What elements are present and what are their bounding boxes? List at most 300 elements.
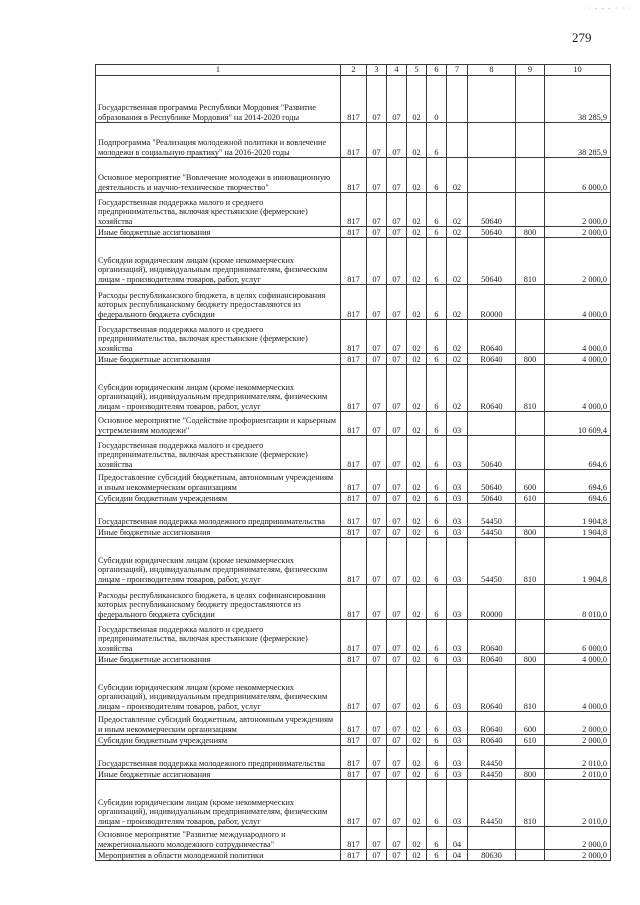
- amount-cell: 2 000,0: [545, 712, 611, 735]
- grbs-code-cell: 817: [341, 193, 367, 227]
- expense-type-cell: [516, 320, 545, 354]
- section-code-cell: 07: [367, 412, 387, 436]
- direction-code-cell: 54450: [468, 527, 516, 538]
- row-name-cell: Иные бюджетные ассигнования: [96, 527, 341, 538]
- activity-code-cell: 02: [447, 285, 468, 320]
- section-code-cell: 07: [367, 780, 387, 827]
- row-name-cell: Основное мероприятие "Вовлечение молодежи в инновационную деятельность и научно-техническое творчество": [96, 158, 341, 193]
- section-code-cell: 07: [367, 193, 387, 227]
- table-row: [96, 227, 611, 238]
- section-code-cell: 07: [367, 123, 387, 158]
- header-cell: 9: [516, 65, 545, 76]
- grbs-code-cell: 817: [341, 620, 367, 654]
- program-code-cell: 02: [407, 193, 427, 227]
- subsection-code-cell: 07: [387, 827, 407, 850]
- expense-type-cell: 810: [516, 238, 545, 285]
- grbs-code-cell: 817: [341, 850, 367, 861]
- header-cell: 2: [341, 65, 367, 76]
- activity-code-cell: 02: [447, 354, 468, 365]
- section-code-cell: 07: [367, 470, 387, 493]
- program-code-cell: 02: [407, 527, 427, 538]
- table-row: [96, 158, 611, 193]
- activity-code-cell: 03: [447, 527, 468, 538]
- program-code-cell: 02: [407, 412, 427, 436]
- program-code-cell: 02: [407, 504, 427, 527]
- subsection-code-cell: 07: [387, 769, 407, 780]
- subprogram-code-cell: 6: [427, 665, 447, 712]
- table-row: [96, 665, 611, 712]
- row-name-cell: Мероприятия в области молодежной политики: [96, 850, 341, 861]
- header-cell: 7: [447, 65, 468, 76]
- expense-type-cell: [516, 412, 545, 436]
- grbs-code-cell: 817: [341, 493, 367, 504]
- activity-code-cell: [447, 76, 468, 123]
- subsection-code-cell: 07: [387, 620, 407, 654]
- subsection-code-cell: 07: [387, 735, 407, 746]
- row-name-cell: Государственная поддержка молодежного предпринимательства: [96, 746, 341, 769]
- expense-type-cell: [516, 158, 545, 193]
- row-name-cell: Подпрограмма "Реализация молодежной политики и вовлечение молодежи в социальную практику" на 2016-2020 годы: [96, 123, 341, 158]
- activity-code-cell: 02: [447, 158, 468, 193]
- header-cell: 4: [387, 65, 407, 76]
- row-name-cell: Субсидии юридическим лицам (кроме некоммерческих организаций), индивидуальным предпринимателям, физическим лицам - производителям товаров, работ, услуг: [96, 665, 341, 712]
- subprogram-code-cell: 6: [427, 193, 447, 227]
- direction-code-cell: R0640: [468, 735, 516, 746]
- expense-type-cell: [516, 585, 545, 620]
- direction-code-cell: R0000: [468, 285, 516, 320]
- table-row: [96, 712, 611, 735]
- subprogram-code-cell: 6: [427, 746, 447, 769]
- subsection-code-cell: 07: [387, 412, 407, 436]
- section-code-cell: 07: [367, 365, 387, 412]
- grbs-code-cell: 817: [341, 354, 367, 365]
- program-code-cell: 02: [407, 620, 427, 654]
- row-name-cell: Государственная поддержка малого и среднего предпринимательства, включая крестьянские (фермерские) хозяйства: [96, 436, 341, 470]
- activity-code-cell: 03: [447, 735, 468, 746]
- direction-code-cell: R4450: [468, 780, 516, 827]
- grbs-code-cell: 817: [341, 76, 367, 123]
- expense-type-cell: 600: [516, 470, 545, 493]
- program-code-cell: 02: [407, 227, 427, 238]
- subsection-code-cell: 07: [387, 527, 407, 538]
- amount-cell: 2 010,0: [545, 780, 611, 827]
- row-name-cell: Субсидии юридическим лицам (кроме некоммерческих организаций), индивидуальным предпринимателям, физическим лицам - производителям товаров, работ, услуг: [96, 538, 341, 585]
- row-name-cell: Субсидии юридическим лицам (кроме некоммерческих организаций), индивидуальным предпринимателям, физическим лицам - производителям товаров, работ, услуг: [96, 238, 341, 285]
- subsection-code-cell: 07: [387, 780, 407, 827]
- row-name-cell: Субсидии юридическим лицам (кроме некоммерческих организаций), индивидуальным предпринимателям, физическим лицам - производителям товаров, работ, услуг: [96, 365, 341, 412]
- section-code-cell: 07: [367, 158, 387, 193]
- program-code-cell: 02: [407, 780, 427, 827]
- grbs-code-cell: 817: [341, 735, 367, 746]
- header-cell: 3: [367, 65, 387, 76]
- direction-code-cell: [468, 158, 516, 193]
- table-row: [96, 436, 611, 470]
- activity-code-cell: 03: [447, 654, 468, 665]
- subprogram-code-cell: 6: [427, 158, 447, 193]
- table-row: [96, 850, 611, 861]
- grbs-code-cell: 817: [341, 527, 367, 538]
- page-number: 279: [572, 30, 592, 45]
- amount-cell: 8 010,0: [545, 585, 611, 620]
- expense-type-cell: 610: [516, 735, 545, 746]
- subsection-code-cell: 07: [387, 504, 407, 527]
- subsection-code-cell: 07: [387, 654, 407, 665]
- grbs-code-cell: 817: [341, 158, 367, 193]
- activity-code-cell: 02: [447, 238, 468, 285]
- grbs-code-cell: 817: [341, 365, 367, 412]
- header-cell: 1: [96, 65, 341, 76]
- grbs-code-cell: 817: [341, 123, 367, 158]
- program-code-cell: 02: [407, 665, 427, 712]
- amount-cell: 6 000,0: [545, 620, 611, 654]
- direction-code-cell: R0000: [468, 585, 516, 620]
- activity-code-cell: 03: [447, 412, 468, 436]
- expense-type-cell: [516, 193, 545, 227]
- program-code-cell: 02: [407, 493, 427, 504]
- row-name-cell: Предоставление субсидий бюджетным, автономным учреждениям и иным некоммерческим организациям: [96, 470, 341, 493]
- row-name-cell: Основное мероприятие "Содействие профориентации и карьерным устремлениям молодежи": [96, 412, 341, 436]
- amount-cell: 4 000,0: [545, 320, 611, 354]
- row-name-cell: Иные бюджетные ассигнования: [96, 354, 341, 365]
- direction-code-cell: 50640: [468, 238, 516, 285]
- table-row: [96, 470, 611, 493]
- subsection-code-cell: 07: [387, 493, 407, 504]
- expense-type-cell: 800: [516, 527, 545, 538]
- row-name-cell: Субсидии юридическим лицам (кроме некоммерческих организаций), индивидуальным предпринимателям, физическим лицам - производителям товаров, работ, услуг: [96, 780, 341, 827]
- program-code-cell: 02: [407, 123, 427, 158]
- subprogram-code-cell: 6: [427, 620, 447, 654]
- subsection-code-cell: 07: [387, 746, 407, 769]
- table-row: [96, 746, 611, 769]
- expense-type-cell: 800: [516, 354, 545, 365]
- section-code-cell: 07: [367, 320, 387, 354]
- amount-cell: 4 000,0: [545, 654, 611, 665]
- program-code-cell: 02: [407, 827, 427, 850]
- amount-cell: 694,6: [545, 470, 611, 493]
- table-row: [96, 735, 611, 746]
- program-code-cell: 02: [407, 585, 427, 620]
- subsection-code-cell: 07: [387, 712, 407, 735]
- row-name-cell: Предоставление субсидий бюджетным, автономным учреждениям и иным некоммерческим организациям: [96, 712, 341, 735]
- activity-code-cell: 03: [447, 493, 468, 504]
- direction-code-cell: 50640: [468, 193, 516, 227]
- program-code-cell: 02: [407, 436, 427, 470]
- subprogram-code-cell: 6: [427, 769, 447, 780]
- amount-cell: 2 000,0: [545, 827, 611, 850]
- subprogram-code-cell: 6: [427, 827, 447, 850]
- activity-code-cell: 03: [447, 769, 468, 780]
- program-code-cell: 02: [407, 735, 427, 746]
- table-row: [96, 585, 611, 620]
- table-row: [96, 620, 611, 654]
- direction-code-cell: 54450: [468, 538, 516, 585]
- section-code-cell: 07: [367, 493, 387, 504]
- table-row: [96, 538, 611, 585]
- subprogram-code-cell: 6: [427, 538, 447, 585]
- subsection-code-cell: 07: [387, 193, 407, 227]
- amount-cell: 1 904,8: [545, 504, 611, 527]
- program-code-cell: 02: [407, 238, 427, 285]
- grbs-code-cell: 817: [341, 320, 367, 354]
- table-row: [96, 365, 611, 412]
- activity-code-cell: 03: [447, 712, 468, 735]
- row-name-cell: Государственная поддержка малого и среднего предпринимательства, включая крестьянские (фермерские) хозяйства: [96, 620, 341, 654]
- grbs-code-cell: 817: [341, 504, 367, 527]
- table-row: [96, 238, 611, 285]
- grbs-code-cell: 817: [341, 780, 367, 827]
- amount-cell: 2 010,0: [545, 769, 611, 780]
- expense-type-cell: 810: [516, 665, 545, 712]
- expense-type-cell: [516, 746, 545, 769]
- table-row: [96, 780, 611, 827]
- activity-code-cell: 03: [447, 620, 468, 654]
- subsection-code-cell: 07: [387, 285, 407, 320]
- expense-type-cell: 800: [516, 654, 545, 665]
- subsection-code-cell: 07: [387, 320, 407, 354]
- direction-code-cell: R0640: [468, 365, 516, 412]
- activity-code-cell: 02: [447, 365, 468, 412]
- subprogram-code-cell: 6: [427, 504, 447, 527]
- subprogram-code-cell: 6: [427, 585, 447, 620]
- program-code-cell: 02: [407, 746, 427, 769]
- grbs-code-cell: 817: [341, 238, 367, 285]
- subprogram-code-cell: 6: [427, 123, 447, 158]
- direction-code-cell: R0640: [468, 320, 516, 354]
- activity-code-cell: 02: [447, 320, 468, 354]
- subprogram-code-cell: 6: [427, 712, 447, 735]
- program-code-cell: 02: [407, 538, 427, 585]
- amount-cell: 694,6: [545, 493, 611, 504]
- table-header-row: [96, 65, 611, 76]
- direction-code-cell: [468, 412, 516, 436]
- program-code-cell: 02: [407, 850, 427, 861]
- direction-code-cell: 80630: [468, 850, 516, 861]
- subprogram-code-cell: 6: [427, 285, 447, 320]
- grbs-code-cell: 817: [341, 827, 367, 850]
- activity-code-cell: 04: [447, 827, 468, 850]
- row-name-cell: Иные бюджетные ассигнования: [96, 227, 341, 238]
- subprogram-code-cell: 6: [427, 238, 447, 285]
- direction-code-cell: R0640: [468, 665, 516, 712]
- row-name-cell: Расходы республиканского бюджета, в целях софинансирования которых республиканскому бюджету предоставляются из федерального бюджета субсидии: [96, 285, 341, 320]
- expense-type-cell: [516, 504, 545, 527]
- subsection-code-cell: 07: [387, 354, 407, 365]
- direction-code-cell: [468, 76, 516, 123]
- subsection-code-cell: 07: [387, 158, 407, 193]
- expense-type-cell: 800: [516, 769, 545, 780]
- direction-code-cell: R0640: [468, 712, 516, 735]
- subsection-code-cell: 07: [387, 227, 407, 238]
- expense-type-cell: 810: [516, 780, 545, 827]
- subsection-code-cell: 07: [387, 585, 407, 620]
- subprogram-code-cell: 6: [427, 436, 447, 470]
- subsection-code-cell: 07: [387, 365, 407, 412]
- subsection-code-cell: 07: [387, 850, 407, 861]
- expense-type-cell: 810: [516, 365, 545, 412]
- activity-code-cell: [447, 123, 468, 158]
- amount-cell: 1 904,8: [545, 538, 611, 585]
- subprogram-code-cell: 6: [427, 527, 447, 538]
- table-row: [96, 527, 611, 538]
- amount-cell: 2 000,0: [545, 735, 611, 746]
- amount-cell: 4 000,0: [545, 365, 611, 412]
- direction-code-cell: [468, 123, 516, 158]
- table-row: [96, 354, 611, 365]
- row-name-cell: Основное мероприятие "Развитие международного и межрегионального молодежного сотрудничества": [96, 827, 341, 850]
- header-cell: 8: [468, 65, 516, 76]
- program-code-cell: 02: [407, 354, 427, 365]
- program-code-cell: 02: [407, 769, 427, 780]
- grbs-code-cell: 817: [341, 746, 367, 769]
- row-name-cell: Государственная поддержка малого и среднего предпринимательства, включая крестьянские (фермерские) хозяйства: [96, 193, 341, 227]
- amount-cell: 4 000,0: [545, 285, 611, 320]
- row-name-cell: Государственная программа Республики Мордовия "Развитие образования в Республике Мордовия" на 2014-2020 годы: [96, 76, 341, 123]
- section-code-cell: 07: [367, 712, 387, 735]
- row-name-cell: Субсидии бюджетным учреждениям: [96, 735, 341, 746]
- table-row: [96, 493, 611, 504]
- amount-cell: 10 609,4: [545, 412, 611, 436]
- subprogram-code-cell: 6: [427, 365, 447, 412]
- grbs-code-cell: 817: [341, 769, 367, 780]
- activity-code-cell: 04: [447, 850, 468, 861]
- direction-code-cell: 50640: [468, 470, 516, 493]
- direction-code-cell: [468, 827, 516, 850]
- section-code-cell: 07: [367, 585, 387, 620]
- amount-cell: 694,6: [545, 436, 611, 470]
- budget-table: [95, 64, 611, 861]
- amount-cell: 2 000,0: [545, 193, 611, 227]
- expense-type-cell: [516, 436, 545, 470]
- row-name-cell: Расходы республиканского бюджета, в целях софинансирования которых республиканскому бюджету предоставляются из федерального бюджета субсидии: [96, 585, 341, 620]
- subprogram-code-cell: 6: [427, 227, 447, 238]
- grbs-code-cell: 817: [341, 470, 367, 493]
- direction-code-cell: R0640: [468, 620, 516, 654]
- section-code-cell: 07: [367, 769, 387, 780]
- expense-type-cell: 600: [516, 712, 545, 735]
- activity-code-cell: 03: [447, 436, 468, 470]
- grbs-code-cell: 817: [341, 665, 367, 712]
- direction-code-cell: R0640: [468, 654, 516, 665]
- activity-code-cell: 03: [447, 780, 468, 827]
- row-name-cell: Государственная поддержка малого и среднего предпринимательства, включая крестьянские (фермерские) хозяйства: [96, 320, 341, 354]
- row-name-cell: Иные бюджетные ассигнования: [96, 654, 341, 665]
- activity-code-cell: 02: [447, 193, 468, 227]
- subprogram-code-cell: 6: [427, 654, 447, 665]
- section-code-cell: 07: [367, 76, 387, 123]
- section-code-cell: 07: [367, 735, 387, 746]
- grbs-code-cell: 817: [341, 285, 367, 320]
- grbs-code-cell: 817: [341, 712, 367, 735]
- header-cell: 5: [407, 65, 427, 76]
- table-row: [96, 76, 611, 123]
- section-code-cell: 07: [367, 827, 387, 850]
- expense-type-cell: [516, 827, 545, 850]
- direction-code-cell: 50640: [468, 493, 516, 504]
- subsection-code-cell: 07: [387, 470, 407, 493]
- section-code-cell: 07: [367, 746, 387, 769]
- table-row: [96, 504, 611, 527]
- subsection-code-cell: 07: [387, 238, 407, 285]
- header-cell: 6: [427, 65, 447, 76]
- expense-type-cell: 610: [516, 493, 545, 504]
- program-code-cell: 02: [407, 158, 427, 193]
- expense-type-cell: 800: [516, 227, 545, 238]
- program-code-cell: 02: [407, 285, 427, 320]
- section-code-cell: 07: [367, 504, 387, 527]
- grbs-code-cell: 817: [341, 654, 367, 665]
- section-code-cell: 07: [367, 227, 387, 238]
- subprogram-code-cell: 6: [427, 735, 447, 746]
- subprogram-code-cell: 6: [427, 470, 447, 493]
- amount-cell: 4 000,0: [545, 354, 611, 365]
- program-code-cell: 02: [407, 712, 427, 735]
- expense-type-cell: 810: [516, 538, 545, 585]
- subsection-code-cell: 07: [387, 436, 407, 470]
- subprogram-code-cell: 6: [427, 412, 447, 436]
- amount-cell: 2 010,0: [545, 746, 611, 769]
- activity-code-cell: 03: [447, 504, 468, 527]
- direction-code-cell: R4450: [468, 769, 516, 780]
- section-code-cell: 07: [367, 850, 387, 861]
- direction-code-cell: 54450: [468, 504, 516, 527]
- program-code-cell: 02: [407, 76, 427, 123]
- table-row: [96, 769, 611, 780]
- amount-cell: 38 285,9: [545, 123, 611, 158]
- grbs-code-cell: 817: [341, 585, 367, 620]
- activity-code-cell: 03: [447, 470, 468, 493]
- program-code-cell: 02: [407, 320, 427, 354]
- amount-cell: 38 285,9: [545, 76, 611, 123]
- subsection-code-cell: 07: [387, 123, 407, 158]
- section-code-cell: 07: [367, 354, 387, 365]
- program-code-cell: 02: [407, 470, 427, 493]
- subprogram-code-cell: 6: [427, 493, 447, 504]
- header-cell: 10: [545, 65, 611, 76]
- section-code-cell: 07: [367, 538, 387, 585]
- program-code-cell: 02: [407, 654, 427, 665]
- direction-code-cell: 50640: [468, 227, 516, 238]
- table-row: [96, 412, 611, 436]
- amount-cell: 2 000,0: [545, 850, 611, 861]
- section-code-cell: 07: [367, 527, 387, 538]
- activity-code-cell: 02: [447, 227, 468, 238]
- subprogram-code-cell: 0: [427, 76, 447, 123]
- subprogram-code-cell: 6: [427, 780, 447, 827]
- program-code-cell: 02: [407, 365, 427, 412]
- direction-code-cell: R4450: [468, 746, 516, 769]
- subprogram-code-cell: 6: [427, 320, 447, 354]
- table-row: [96, 654, 611, 665]
- grbs-code-cell: 817: [341, 436, 367, 470]
- expense-type-cell: [516, 76, 545, 123]
- direction-code-cell: 50640: [468, 436, 516, 470]
- amount-cell: 1 904,8: [545, 527, 611, 538]
- section-code-cell: 07: [367, 654, 387, 665]
- subsection-code-cell: 07: [387, 665, 407, 712]
- section-code-cell: 07: [367, 620, 387, 654]
- subsection-code-cell: 07: [387, 538, 407, 585]
- section-code-cell: 07: [367, 436, 387, 470]
- expense-type-cell: [516, 123, 545, 158]
- table-row: [96, 827, 611, 850]
- grbs-code-cell: 817: [341, 412, 367, 436]
- table-row: [96, 320, 611, 354]
- subprogram-code-cell: 6: [427, 850, 447, 861]
- grbs-code-cell: 817: [341, 227, 367, 238]
- amount-cell: 2 000,0: [545, 238, 611, 285]
- row-name-cell: Субсидии бюджетным учреждениям: [96, 493, 341, 504]
- table-row: [96, 285, 611, 320]
